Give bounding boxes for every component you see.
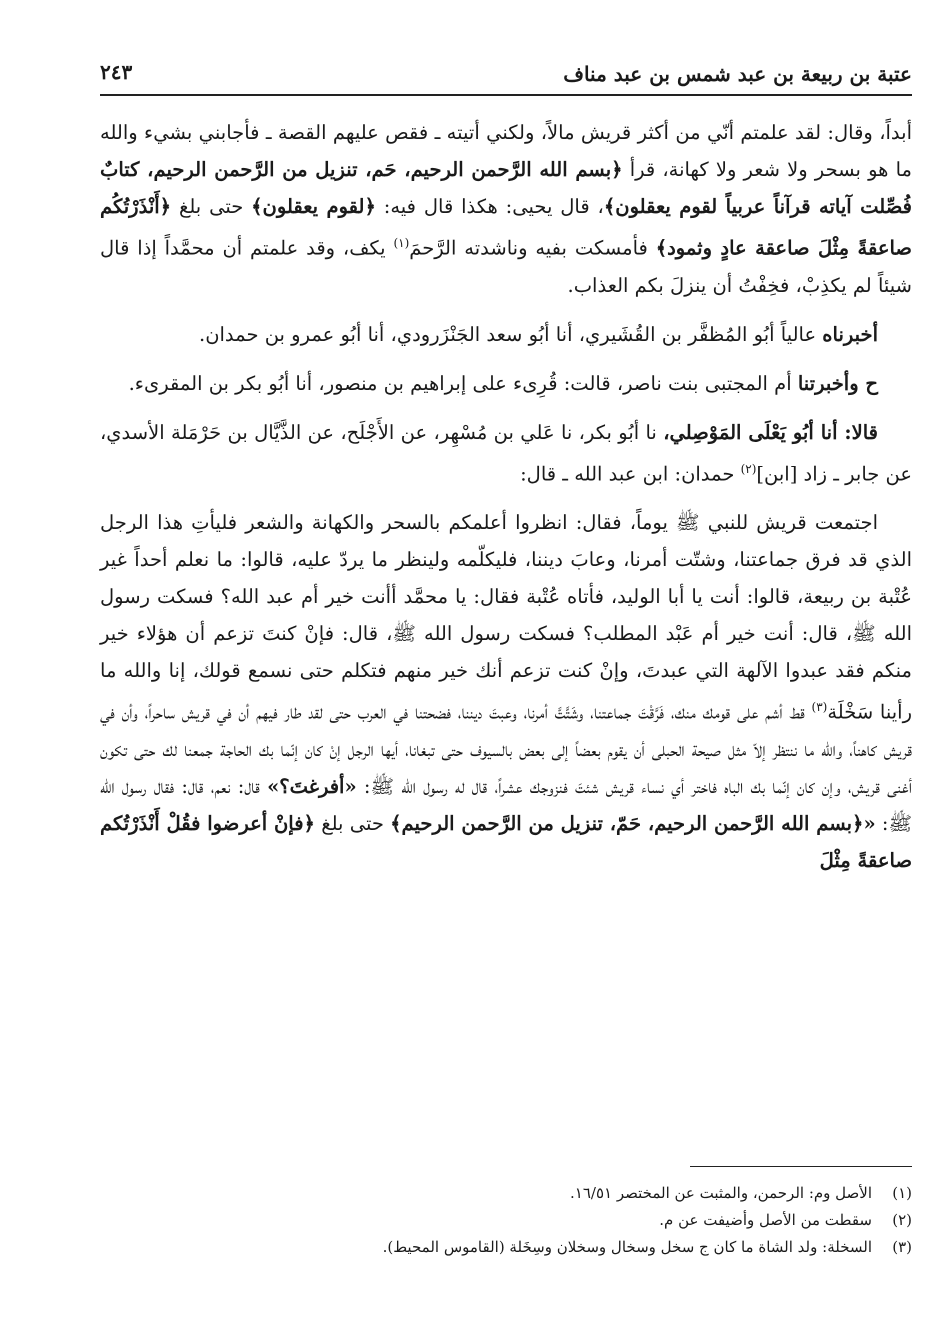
- bold-text-run: «أفرغتَ؟»: [267, 774, 357, 798]
- footnote-number: (١): [892, 1184, 912, 1202]
- bold-text-run: قالا: أنا أبُو يَعْلَى المَوْصِلي،: [663, 420, 878, 444]
- footnote-text: الأصل وم: الرحمن، والمثبت عن المختصر ١٦/٥١.: [570, 1184, 872, 1202]
- running-title: عتبة بن ربيعة بن عبد شمس بن عبد مناف: [563, 62, 912, 86]
- footnote-marker: (٢): [740, 461, 757, 476]
- text-run: قط أشم على قومك منك، فَرَّقْتَ جماعتنا، وشَتَّتَّ أمرنا، وعبتَ ديننا، فضحتنا في العرب حتى لقد طار فيهم أن في قريش ساحراً، وأن في قريش كاهناً، والله ما ننتظر إلاّ مثل صيحة الحبلى أن يقوم بعضاً إلى بعض بالسيوف حتى تبغانا، أيها الرجل إنْ كان إنّما بك الحاجة جمعنا لك حتى تكون أغنى قريش، وإن كان إنّما بك الباه فاختر أي نساء قريش شئتَ فنزوجك عشراً، قال له رسول الله ﷺ:: [100, 700, 912, 798]
- footnotes: [116, 1180, 912, 1261]
- footnote-marker: (١): [393, 236, 410, 250]
- text-run: ، قال يحيى: هكذا قال فيه:: [375, 195, 604, 218]
- footnote-number: (٣): [892, 1238, 912, 1256]
- text-run: أبداً، وقال: لقد علمتم أنّي من أكثر قريش مالاً، ولكني أتيته ـ فقص عليهم القصة ـ فأجابني بشيء والله ما هو بسحر ولا شعر ولا كهانة، قرأ: [100, 121, 912, 181]
- bold-text-run: ﴿بسم الله الرَّحمن الرحيم، حَم، تنزيل من الرَّحمن الرحيم، كتابٌ فُصِّلت آياته قرآناً عربياً لقوم يعقلون﴾: [100, 158, 912, 218]
- footnote-3: [116, 1234, 912, 1261]
- running-header: [100, 58, 912, 98]
- bold-text-run: ﴿لقوم يعقلون﴾: [251, 195, 376, 218]
- paragraph-5: [100, 504, 912, 879]
- main-text: [100, 114, 912, 891]
- bold-text-run: أخبرناه: [822, 322, 878, 346]
- footnote-1: [116, 1180, 912, 1207]
- paragraph-1: [100, 114, 912, 304]
- paragraph-2: [100, 316, 912, 353]
- paragraph-3: [100, 365, 912, 402]
- footnote-2: [116, 1207, 912, 1234]
- header-rule: [100, 94, 912, 96]
- footnote-rule: [690, 1166, 912, 1167]
- text-run: يكف، وقد علمتم أن محمَّداً إذا قال شيئاً لم يكذِبْ، فخِفْتُ أن ينزلَ بكم العذاب.: [100, 236, 912, 297]
- text-run: حتى بلغ: [314, 811, 391, 835]
- text-run: قال: نعم، قال: فقال رسول الله ﷺ:: [100, 774, 912, 835]
- text-run: نا أبُو بكر، نا عَلي بن مُسْهِر، عن الأَجْلَح، عن الذَّيَّال بن حَرْمَلة الأسدي، عن جابر ـ زاد [ابن]: [100, 420, 912, 485]
- text-run: اجتمعت قريش للنبي ﷺ يوماً، فقال: انظروا أعلمكم بالسحر والكهانة والشعر فليأتِ هذا الرجل الذي قد فرق جماعتنا، وشتّت أمرنا، وعابَ ديننا، فليكلّمه ولينظر ما يردّ عليه، قالوا: ما نعلم أحداً غير عُتْبة بن ربيعة، قالوا: أنت يا أبا الوليد، فأتاه عُتْبة فقال: يا محمَّد أأنت خير أم عبد الله؟ فسكت رسول الله ﷺ، قال: أنت خير أم عَبْد المطلب؟ فسكت رسول الله ﷺ، قال: فإنْ كنتَ تزعم أن هؤلاء خير منكم فقد عبدوا الآلهة التي عبدتَ، وإنْ كنت تزعم أنك خير منهم فتكلم حتى نسمع قولك، إنا والله ما رأينا سَخْلَة: [100, 511, 913, 724]
- paragraph-4: [100, 414, 912, 493]
- footnote-text: سقطت من الأصل وأضيفت عن م.: [659, 1211, 872, 1229]
- text-run: فأمسكت بفيه وناشدته الرَّحمَ: [409, 236, 656, 260]
- footnote-number: (٢): [892, 1211, 912, 1229]
- bold-text-run: ﴿أَنْذَرْتُكُم صاعقةً مِثْلَ صاعقة عادٍ وثمود﴾: [100, 195, 912, 260]
- text-run: حتى بلغ: [171, 195, 252, 218]
- text-run: عالياً أبُو المُظفَّر بن القُشَيري، أنا أبُو سعد الجَنْزَرودي، أنا أبُو عمرو بن حمدان.: [199, 322, 823, 346]
- bold-text-run: ﴿فإنْ أعرضوا فقُلْ أَنْذَرْتُكم صاعقةً مِثْلَ: [100, 811, 912, 872]
- page-number: ٢٤٣: [100, 60, 133, 84]
- footnote-text: السخلة: ولد الشاة ما كان ج سخل وسخال وسخلان وسِخَلة (القاموس المحيط).: [382, 1238, 872, 1256]
- text-run: حمدان: ابن عبد الله ـ قال:: [520, 462, 741, 485]
- footnote-marker: (٣): [811, 700, 828, 714]
- text-run: أم المجتبى بنت ناصر، قالت: قُرِىء على إبراهيم بن منصور، أنا أبُو بكر بن المقرىء.: [128, 371, 798, 395]
- bold-text-run: «﴿بسم الله الرَّحمن الرحيم، حَمّ، تنزيل من الرَّحمن الرحيم﴾: [390, 811, 876, 835]
- bold-text-run: ح وأخبرتنا: [797, 371, 878, 395]
